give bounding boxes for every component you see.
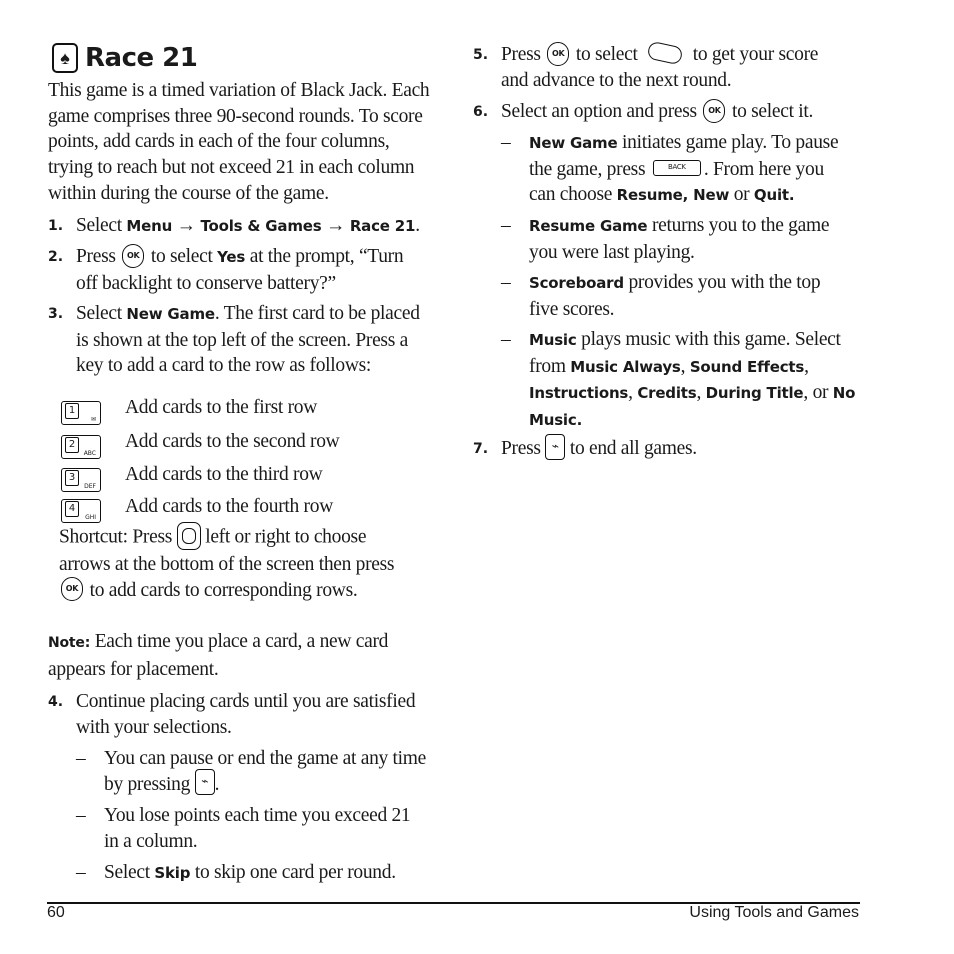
step-number: 7. [473, 441, 489, 457]
key-1-icon: 1 ✉ [61, 401, 101, 425]
bullet-dash: – [501, 132, 511, 153]
ok-key-icon: OK [122, 244, 144, 268]
bullet-dash: – [76, 862, 86, 883]
ok-key-icon: OK [703, 99, 725, 123]
step-number: 2. [48, 249, 64, 265]
step-5: Press OK to select to get your score and advance to the next round. [501, 42, 861, 93]
step-number: 1. [48, 218, 64, 234]
page-heading [52, 40, 197, 76]
key-row-text: Add cards to the fourth row [125, 496, 333, 517]
step-number: 3. [48, 306, 64, 322]
navigation-key-icon [177, 522, 201, 550]
bullet-pause: You can pause or end the game at any time by pressing ⌁ . [104, 748, 426, 795]
note: Note: Each time you place a card, a new card appears for placement. [48, 631, 389, 680]
footer-section-title: Using Tools and Games [689, 904, 859, 921]
back-key-icon: BACK [653, 160, 701, 176]
step-number: 4. [48, 694, 64, 710]
intro-paragraph: This game is a timed variation of Black Jack. Each game comprises three 90-second rounds. To score points, add cards in each of the four columns, trying to reach but not exceed 21 in each column within during the course of the game. [48, 80, 430, 204]
page-title: Race 21 [85, 43, 198, 73]
softkey-icon [647, 40, 684, 65]
spade-card-icon: ♠ [52, 43, 78, 73]
bullet-lose-points: You lose points each time you exceed 21 in a column. [104, 805, 411, 852]
bullet-dash: – [501, 215, 511, 236]
step-6: Select an option and press OK to select it. [501, 99, 861, 125]
bullet-dash: – [76, 748, 86, 769]
key-3-icon: 3 DEF [61, 468, 101, 492]
end-key-icon: ⌁ [195, 769, 215, 795]
step-2: Press OK to select Yes at the prompt, “Turn off backlight to conserve battery?” [76, 244, 446, 296]
option-music: Music plays music with this game. Select from Music Always, Sound Effects, Instructions, Credits, During Title, or No Music. [529, 329, 856, 430]
step-number: 5. [473, 47, 489, 63]
step-1: Select Menu → Tools & Games → Race 21. [76, 215, 420, 236]
shortcut-paragraph: Shortcut: Press left or right to choose arrows at the bottom of the screen then press OK to add cards to corresponding rows. [59, 524, 439, 603]
option-scoreboard: Scoreboard provides you with the top five scores. [529, 272, 821, 320]
page-number: 60 [47, 904, 65, 921]
key-4-icon: 4 GHI [61, 499, 101, 523]
ok-key-icon: OK [547, 42, 569, 66]
bullet-dash: – [76, 805, 86, 826]
step-number: 6. [473, 104, 489, 120]
bullet-dash: – [501, 272, 511, 293]
step-7: Press ⌁ to end all games. [501, 436, 861, 463]
end-key-icon: ⌁ [545, 434, 565, 460]
key-row-text: Add cards to the second row [125, 431, 340, 452]
bullet-dash: – [501, 329, 511, 350]
ok-key-icon: OK [61, 577, 83, 601]
option-resume-game: Resume Game returns you to the game you were last playing. [529, 215, 830, 263]
step-4: Continue placing cards until you are satisfied with your selections. [76, 691, 416, 738]
note-label: Note: [48, 635, 91, 651]
key-2-icon: 2 ABC [61, 435, 101, 459]
key-row-text: Add cards to the first row [125, 397, 318, 418]
bullet-skip: Select Skip to skip one card per round. [104, 862, 396, 883]
step-3: Select New Game. The first card to be placed is shown at the top left of the screen. Press a key to add a card to the row as follows: [76, 303, 420, 377]
key-row-text: Add cards to the third row [125, 464, 323, 485]
option-new-game: New Game initiates game play. To pause the game, press BACK . From here you can choose Resume, New or Quit. [529, 132, 839, 206]
